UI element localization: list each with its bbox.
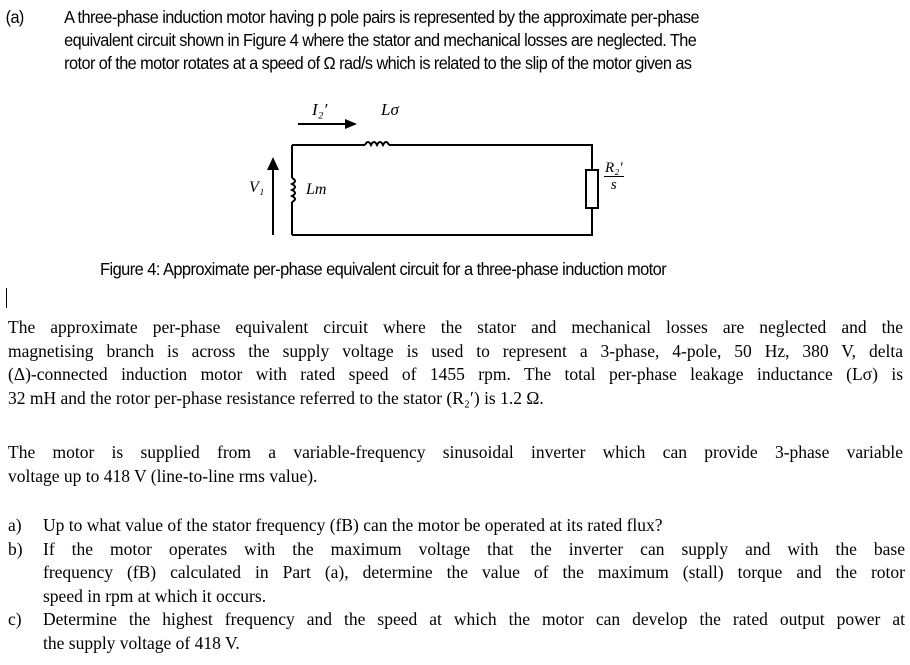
label-lm: Lm — [306, 181, 327, 198]
sub-question-c-line-2: the supply voltage of 418 V. — [43, 632, 240, 653]
sub-question-c-line-1: Determine the highest frequency and the speed at which the motor can develop the rated output power at — [43, 609, 905, 629]
top-wire-right — [389, 145, 592, 170]
label-i2-prime: I₂′ — [312, 100, 328, 119]
sub-question-b-line-2: frequency (fB) calculated in Part (a), determine the value of the maximum (stall) torque and the rotor — [43, 562, 905, 582]
sub-question-c-label: c) — [8, 609, 22, 629]
figure-caption: Figure 4: Approximate per-phase equivalent circuit for a three-phase induction motor — [100, 259, 667, 279]
question-label: (a) — [5, 7, 24, 27]
sub-question-b-line-3: speed in rpm at which it occurs. — [43, 585, 267, 606]
sub-questions-list — [8, 514, 905, 655]
rotor-resistor — [586, 170, 598, 208]
sub-question-a-label: a) — [8, 515, 22, 535]
p1-line-3: (Δ)-connected induction motor with rated speed of 1455 rpm. The total per-phase leakage inductance (Lσ) is — [8, 364, 903, 384]
intro-line-3: rotor of the motor rotates at a speed of Ω rad/s which is related to the slip of the motor given as — [64, 53, 692, 73]
label-r2-prime: R₂′ — [605, 160, 623, 176]
p1-line-2: magnetising branch is across the supply voltage is used to represent a 3-phase, 4-pole, 50 Hz, 380 V, delta — [8, 340, 903, 361]
p1-line-4: 32 mH and the rotor per-phase resistance referred to the stator (R₂′) is 1.2 Ω. — [8, 387, 544, 408]
paragraph-motor-description — [8, 316, 903, 410]
text-cursor — [6, 288, 7, 308]
sub-question-a-line-1: Up to what value of the stator frequency (fB) can the motor be operated at its rated flux? — [43, 515, 663, 535]
label-slip: s — [610, 177, 617, 193]
bottom-wire — [292, 208, 592, 235]
label-r2-over-s — [604, 160, 624, 193]
sub-question-b-label: b) — [8, 538, 23, 559]
label-v1: V₁ — [249, 179, 265, 196]
leakage-inductor — [365, 142, 389, 145]
sub-question-b — [8, 538, 905, 609]
current-arrow-head — [345, 119, 357, 129]
voltage-arrow-head — [267, 157, 279, 170]
sub-question-b-line-1: If the motor operates with the maximum voltage that the inverter can supply and with the base — [43, 538, 905, 559]
p2-line-2: voltage up to 418 V (line-to-line rms value). — [8, 465, 318, 486]
sub-question-c — [8, 608, 905, 655]
equivalent-circuit-diagram — [0, 0, 910, 260]
label-l-sigma: Lσ — [381, 100, 399, 119]
p1-line-1: The approximate per-phase equivalent circuit where the stator and mechanical losses are neglected and the — [8, 317, 903, 337]
paragraph-inverter-description — [8, 441, 903, 488]
p2-line-1: The motor is supplied from a variable-frequency sinusoidal inverter which can provide 3-phase variable — [8, 442, 903, 462]
intro-line-1: A three-phase induction motor having p pole pairs is represented by the approximate per-phase — [64, 7, 699, 27]
magnetising-inductor — [292, 178, 295, 202]
intro-line-2: equivalent circuit shown in Figure 4 where the stator and mechanical losses are neglected. The — [64, 30, 697, 50]
sub-question-a — [8, 514, 905, 538]
